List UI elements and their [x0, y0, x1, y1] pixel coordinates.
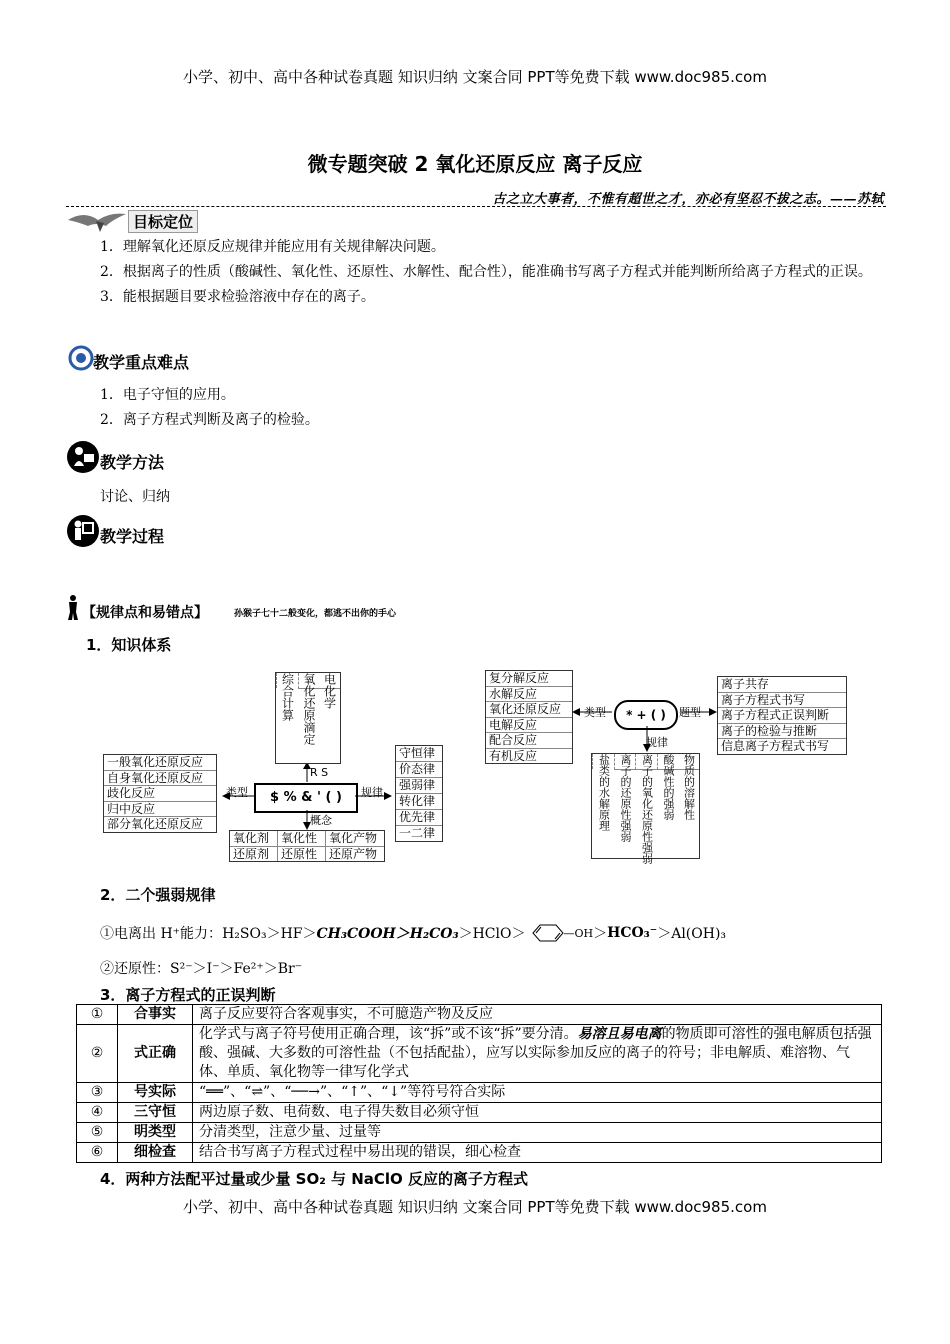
law-item: 优先律: [396, 810, 442, 826]
law-item: 一二律: [399, 826, 436, 840]
left-types-box: [103, 754, 217, 833]
rule-col: 物质的溶解性: [678, 754, 699, 770]
goals-list: [70, 235, 882, 310]
acidity-f: ＞Al(OH)₃: [657, 926, 727, 942]
concept-item: 还原剂: [230, 847, 278, 862]
rule-col: 离子的氧化还原性强弱: [635, 754, 657, 770]
section-1: 1．知识体系: [86, 636, 172, 654]
row-key: 明类型: [118, 1123, 193, 1143]
row-value-b: 的物质即可溶性的强电解质包括强酸、强碱、大多数的可溶性盐（不包括配盐），应写以实际参加反应的离子的符号；非电解质、难溶物、气体、单质、氧化物等一律写化学式: [199, 1026, 872, 1080]
page-header: 小学、初中、高中各种试卷真题 知识归纳 文案合同 PPT等免费下载 www.doc985.com: [183, 68, 767, 86]
concept-item: 氧化产物: [326, 831, 384, 847]
rtype-item: 电解反应: [486, 718, 572, 734]
table-row: [77, 1025, 882, 1083]
rules-sub: 孙猴子七十二般变化，都逃不出你的手心: [234, 609, 397, 619]
acidity-oh: —OH: [563, 926, 594, 940]
rules-heading: 【规律点和易错点】: [82, 605, 208, 621]
section-2: 2．二个强弱规律: [100, 886, 216, 904]
type-item: 部分氧化还原反应: [107, 817, 204, 831]
row-value: [193, 1025, 882, 1083]
row-number: ⑥: [77, 1143, 118, 1163]
table-row: [77, 1083, 882, 1103]
label-type: 类型: [226, 786, 248, 799]
left-top-col: 氧化还原滴定: [298, 673, 320, 689]
law-item: 强弱律: [396, 778, 442, 794]
goal-item: 3．能根据题目要求检验溶液中存在的离子。: [100, 289, 375, 305]
rtype-item: 有机反应: [489, 748, 538, 763]
row-value: 结合书写离子方程式过程中易出现的错误，细心检查: [193, 1143, 882, 1163]
reducibility-line: ②还原性：S²⁻＞I⁻＞Fe²⁺＞Br⁻: [100, 961, 303, 977]
table-row: [77, 1143, 882, 1163]
row-value: 分清类型，注意少量、过量等: [193, 1123, 882, 1143]
rtype-item: 水解反应: [486, 687, 572, 703]
row-number: ③: [77, 1083, 118, 1103]
table-row: [77, 1123, 882, 1143]
right-center-ellipse: * + ( ): [614, 700, 678, 730]
row-number: ⑤: [77, 1123, 118, 1143]
section-3: 3．离子方程式的正误判断: [100, 986, 276, 1004]
topic-item: 信息离子方程式书写: [721, 739, 830, 753]
law-item: 价态律: [396, 762, 442, 778]
type-item: 歧化反应: [104, 786, 216, 802]
page-footer: 小学、初中、高中各种试卷真题 知识归纳 文案合同 PPT等免费下载 www.doc985.com: [183, 1198, 767, 1216]
row-number: ④: [77, 1103, 118, 1123]
left-center-box: $ % & ' ( ): [254, 783, 358, 813]
rlabel-type: 类型: [584, 706, 606, 719]
row-number: ①: [77, 1005, 118, 1025]
row-key: 合事实: [118, 1005, 193, 1025]
rule-col: 盐类的水解原理: [592, 754, 614, 769]
row-key: 号实际: [118, 1083, 193, 1103]
type-item: 自身氧化还原反应: [104, 771, 216, 787]
label-rule: 规律: [361, 786, 383, 799]
left-top-col: 综合计算: [276, 673, 298, 688]
table-row: [77, 1005, 882, 1025]
row-key: 细检查: [118, 1143, 193, 1163]
rlabel-rule: 规律: [646, 736, 668, 749]
rlabel-topic: 题型: [679, 706, 701, 719]
left-top-col: 电化学: [319, 673, 340, 689]
rtype-item: 复分解反应: [486, 671, 572, 687]
divider: [66, 206, 886, 207]
topic-item: 离子共存: [718, 677, 846, 693]
keypoints-heading: 教学重点难点: [93, 353, 190, 372]
row-key: 三守恒: [118, 1103, 193, 1123]
goal-item: 2．根据离子的性质（酸碱性、氧化性、还原性、水解性、配合性），能准确书写离子方程式并能判断所给离子方程式的正误。: [100, 264, 872, 280]
left-concepts-box: [229, 830, 385, 862]
method-text: 讨论、归纳: [100, 489, 170, 505]
law-item: 守恒律: [396, 746, 442, 762]
target-icon: [68, 345, 94, 371]
label-rs: R S: [310, 766, 329, 779]
row-value: 两边原子数、电荷数、电子得失数目必须守恒: [193, 1103, 882, 1123]
acidity-b: CH₃COOH＞H₂CO₃: [316, 926, 459, 942]
concept-item: 还原产物: [329, 846, 378, 861]
judgement-table: [76, 1004, 882, 1163]
concept-item: 氧化剂: [230, 831, 278, 847]
table-row: [77, 1103, 882, 1123]
concept-item: 氧化性: [278, 831, 326, 847]
bird-icon: [66, 208, 128, 234]
figure-icon: [64, 594, 82, 620]
goals-heading: 目标定位: [128, 210, 198, 233]
row-number: ②: [77, 1025, 118, 1083]
row-value: 离子反应要符合客观事实，不可臆造产物及反应: [193, 1005, 882, 1025]
goal-item: 1．理解氧化还原反应规律并能应用有关规律解决问题。: [100, 239, 445, 255]
page-title: 微专题突破 2 氧化还原反应 离子反应: [307, 152, 643, 176]
left-laws-box: [395, 745, 443, 842]
right-topics-box: [717, 676, 847, 755]
left-top-box: [275, 672, 341, 764]
keypoints-list: [100, 383, 319, 433]
acidity-c: ＞HClO＞: [458, 926, 526, 942]
acidity-prefix: ①电离出 H⁺能力：: [100, 926, 223, 942]
method-heading: 教学方法: [100, 453, 165, 472]
teacher-icon: [66, 440, 100, 474]
section-4: 4．两种方法配平过量或少量 SO₂ 与 NaClO 反应的离子方程式: [100, 1170, 529, 1188]
topic-item: 离子方程式正误判断: [718, 708, 846, 724]
rule-col: 离子的还原性强弱: [614, 754, 636, 770]
motto: 古之立大事者，不惟有超世之才，亦必有坚忍不拔之志。——苏轼: [492, 192, 884, 207]
rtype-item: 配合反应: [486, 733, 572, 749]
row-value-a: 化学式与离子符号使用正确合理，该“拆”或不该“拆”要分清。: [199, 1026, 578, 1042]
label-concept: 概念: [310, 814, 332, 827]
type-item: 归中反应: [104, 802, 216, 818]
row-value-emphasis: 易溶且易电离: [577, 1026, 662, 1042]
rule-col: 酸碱性的强弱: [657, 754, 679, 770]
row-key: 式正确: [118, 1025, 193, 1083]
acidity-a: H₂SO₃＞HF＞: [222, 926, 317, 942]
right-rules-box: [591, 753, 700, 864]
rtype-item: 氧化还原反应: [486, 702, 572, 718]
law-item: 转化律: [396, 794, 442, 810]
topic-item: 离子的检验与推断: [718, 724, 846, 740]
process-heading: 教学过程: [100, 527, 165, 546]
topic-item: 离子方程式书写: [718, 693, 846, 709]
type-item: 一般氧化还原反应: [104, 755, 216, 771]
keypoint-item: 1．电子守恒的应用。: [100, 387, 235, 403]
keypoint-item: 2．离子方程式判断及离子的检验。: [100, 412, 319, 428]
acidity-d: ＞: [593, 926, 608, 942]
acidity-line: [100, 922, 726, 944]
presenter-icon: [66, 514, 100, 548]
concept-item: 还原性: [278, 847, 326, 862]
row-value: “══”、“⇌”、“──→”、“↑”、“↓”等符号符合实际: [193, 1083, 882, 1103]
acidity-e: HCO₃⁻: [607, 925, 658, 941]
right-types-box: [485, 670, 573, 764]
